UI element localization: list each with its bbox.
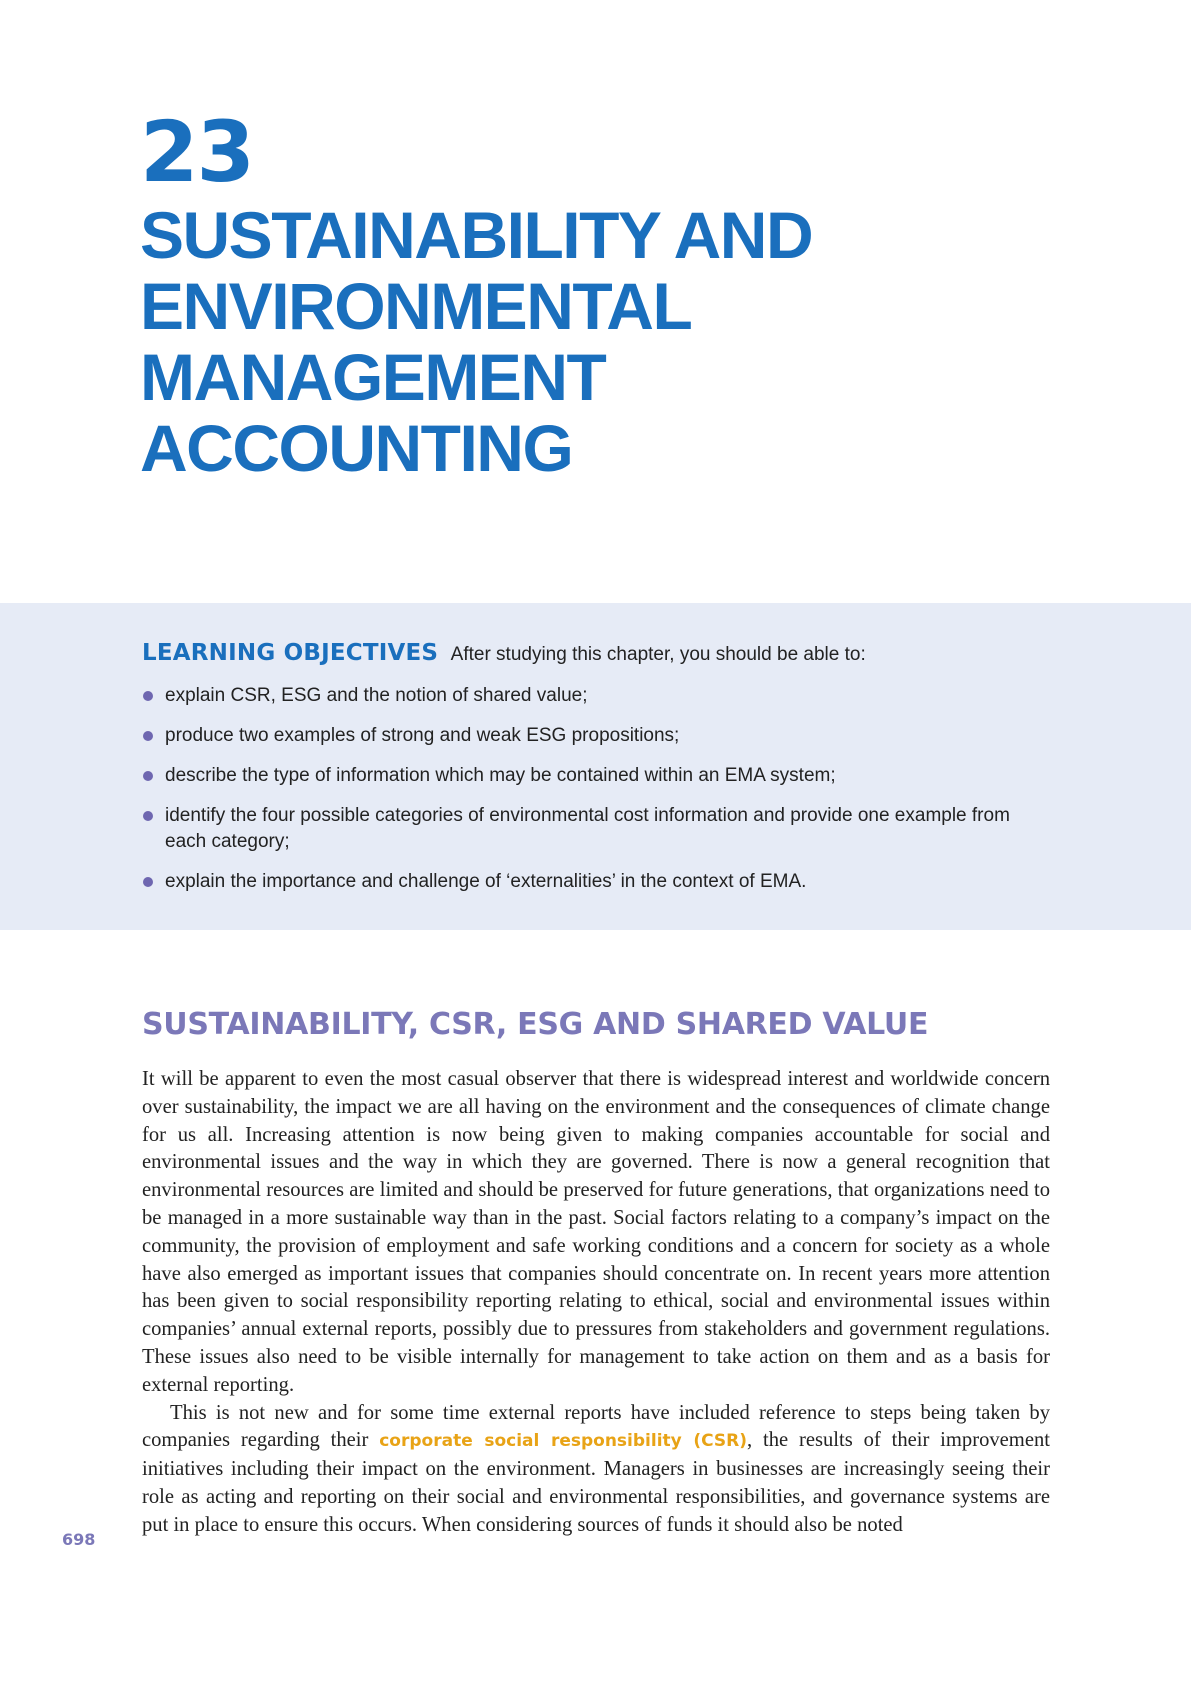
body-paragraph: It will be apparent to even the most casual observer that there is widespread interest and worldwide concern over sustainability, the impact we are all having on the environment and the consequences of climate change for us all. Increasing attention is now being given to making companies accountable for social and environmental issues and the way in which they are governed. There is now a general recognition that environmental resources are limited and should be preserved for future generations, that organizations need to be managed in a more sustainable way than in the past. Social factors relating to a company’s impact on the community, the provision of employment and safe working conditions and a concern for society as a whole have also emerged as important issues that companies should concentrate on. In recent years more attention has been given to social responsibility reporting relating to ethical, social and environmental issues within companies’ annual external reports, possibly due to pressures from stakeholders and government regulations. These issues also need to be visible internally for management to take action on them and as a basis for external reporting. xyxy=(142,1068,1050,1396)
paragraph-text: This is not new and for some time external reports have included reference to steps being taken by companies regarding their xyxy=(142,1401,1050,1452)
objective-item xyxy=(142,723,1052,749)
bullet-icon xyxy=(143,877,153,887)
bullet-icon xyxy=(143,771,153,781)
objective-text: describe the type of information which may be contained within an EMA system; xyxy=(165,765,836,786)
chapter-number: 23 xyxy=(140,103,253,201)
objective-item xyxy=(142,763,1052,789)
bullet-icon xyxy=(143,811,153,821)
objective-text: explain the importance and challenge of ‘externalities’ in the context of EMA. xyxy=(165,871,807,892)
paragraph-text: , the results of their improvement initiatives including their impact on the environment. Managers in businesses are increasingly seeing their role as acting and reporting on their social and environmental responsibilities, and governance systems are put in place to ensure this occurs. When considering sources of funds it should also be noted xyxy=(142,1429,1050,1536)
body-text xyxy=(142,1066,1050,1540)
learning-objectives-header xyxy=(142,640,866,666)
objective-item xyxy=(142,869,1052,895)
objective-text: explain CSR, ESG and the notion of shared value; xyxy=(165,685,588,706)
chapter-title xyxy=(140,200,1040,484)
bullet-icon xyxy=(143,731,153,741)
objective-item xyxy=(142,803,1052,855)
key-term: corporate social responsibility (CSR) xyxy=(379,1431,748,1452)
learning-objectives-list xyxy=(142,683,1052,909)
chapter-title-line: MANAGEMENT xyxy=(140,340,606,414)
page-number: 698 xyxy=(62,1530,96,1549)
body-paragraph xyxy=(142,1400,1050,1540)
objective-text: identify the four possible categories of environmental cost information and provide one example from each category; xyxy=(165,805,1010,852)
chapter-title-line: SUSTAINABILITY AND xyxy=(140,198,813,272)
bullet-icon xyxy=(143,691,153,701)
section-heading: SUSTAINABILITY, CSR, ESG AND SHARED VALUE xyxy=(142,1007,929,1042)
objective-text: produce two examples of strong and weak ESG propositions; xyxy=(165,725,680,746)
learning-objectives-label: LEARNING OBJECTIVES xyxy=(142,640,439,666)
chapter-title-line: ENVIRONMENTAL xyxy=(140,269,692,343)
learning-objectives-intro: After studying this chapter, you should be able to: xyxy=(450,644,866,665)
learning-objectives-panel xyxy=(0,603,1191,930)
objective-item xyxy=(142,683,1052,709)
chapter-title-line: ACCOUNTING xyxy=(140,411,573,485)
